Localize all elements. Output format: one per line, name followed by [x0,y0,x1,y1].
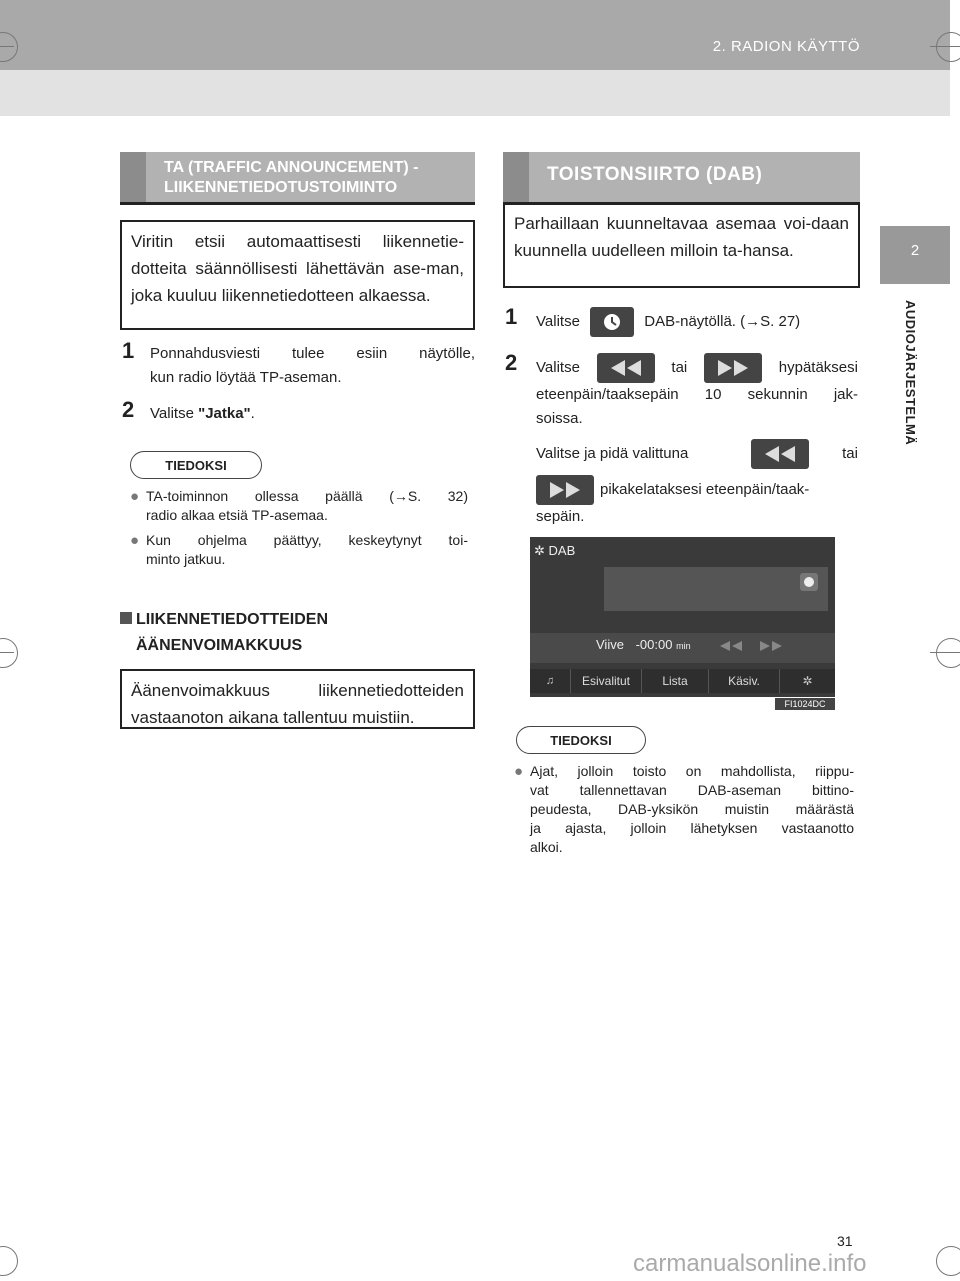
crop-mark-icon [936,638,960,668]
rewind-icon[interactable] [716,639,746,658]
page-number: 31 [837,1233,853,1249]
fast-forward-icon [704,353,762,383]
screen-tab-bar [530,669,835,693]
note-item: ● Ajat, jolloin toisto on mahdollista, riippu- vat tallennettavan DAB-aseman bittino- peudesta, DAB-yksikön muistin määrästä ja ajasta, jolloin lähetyksen vastaanotto alkoi. [514,763,854,855]
dab-screen-header: ✲ DAB [534,543,576,558]
volume-info-box: Äänenvoimakkuus liikennetiedotteiden vastaanoton aikana tallentuu muistiin. [120,669,475,729]
bullet-icon: ● [130,532,140,549]
rewind-icon [751,439,809,469]
step-2-text: Valitse "Jatka". [150,405,255,422]
dab-intro-box: Parhaillaan kuunneltavaa asemaa voi-daan kuunnella uudelleen milloin ta-hansa. [503,202,860,288]
step-1-line: Ponnahdusviesti tulee esiin näytölle, [150,345,475,362]
chapter-title: 2. RADION KÄYTTÖ [712,38,860,55]
crop-mark-icon [936,32,960,62]
fast-forward-icon[interactable] [756,639,786,658]
source-icon[interactable]: ♫ [530,669,571,693]
timeshift-icon [590,307,634,337]
side-tab-number: 2 [910,242,920,259]
header-bar [0,0,950,70]
tab-esivalitut[interactable]: Esivalitut [571,669,642,693]
crop-line [0,652,14,653]
bullet-icon: ● [514,763,524,780]
figure-code: FI1024DC [775,698,835,710]
step-1-text [150,342,475,390]
tab-lista[interactable]: Lista [642,669,709,693]
step-1-number: 1 [122,338,135,363]
timeshift-icon [800,573,818,591]
note-item: ● TA-toiminnon ollessa päällä (→S. 32) radio alkaa etsiä TP-asemaa. [130,488,468,523]
header-subbar [0,70,950,116]
step-2-number: 2 [505,350,518,375]
section-title-line: TA (TRAFFIC ANNOUNCEMENT) - [164,159,419,176]
watermark: carmanualsonline.info [633,1250,867,1277]
step-1-text: Valitse DAB-näytöllä. (→S. 27) [536,307,800,337]
rewind-icon [597,353,655,383]
section-header-dab [503,152,860,205]
section-title: TOISTONSIIRTO (DAB) [547,164,763,185]
bullet-icon: ● [130,488,140,505]
crop-line [0,46,14,47]
station-panel [604,567,828,611]
side-tab-title: AUDIOJÄRJESTELMÄ [903,300,918,446]
ta-intro-box: Viritin etsii automaattisesti liikennetie-dotteita säännöllisesti lähettävän ase-man, joka kuuluu liikennetiedotteen alkaessa. [120,220,475,330]
fast-forward-icon [536,475,594,505]
antenna-icon: ✲ [534,543,545,558]
section-title-line: LIIKENNETIEDOTUSTOIMINTO [164,179,398,196]
tiedoksi-badge: TIEDOKSI [516,726,646,754]
dab-screen-figure [530,537,835,697]
step-1-number: 1 [505,304,518,329]
step-2-text: Valitse tai hypätäksesi eteenpäin/taaksepäin 10 sekunnin jak- soissa. Valitse ja pidä valittuna tai pikakelataksesi eteenpäin/taak- sepäin. [536,353,858,529]
subsection-title: LIIKENNETIEDOTTEIDEN ÄÄNENVOIMAKKUUS [120,607,328,659]
note-item: ● Kun ohjelma päättyy, keskeytynyt toi- minto jatkuu. [130,532,468,567]
jatka-label: "Jatka" [198,405,251,422]
crop-mark-icon [936,1246,960,1276]
square-bullet-icon [120,612,132,624]
section-header-ta [120,152,475,205]
crop-line [930,46,960,47]
delay-display: Viive -00:00 min [596,637,691,652]
crop-mark-icon [0,638,18,668]
step-2-number: 2 [122,397,135,422]
step-1-line: kun radio löytää TP-aseman. [150,369,342,386]
tiedoksi-badge: TIEDOKSI [130,451,262,479]
crop-line [930,652,960,653]
tab-kasiv[interactable]: Käsiv. [709,669,780,693]
settings-icon[interactable]: ✲ [802,674,813,688]
crop-mark-icon [0,1246,18,1276]
